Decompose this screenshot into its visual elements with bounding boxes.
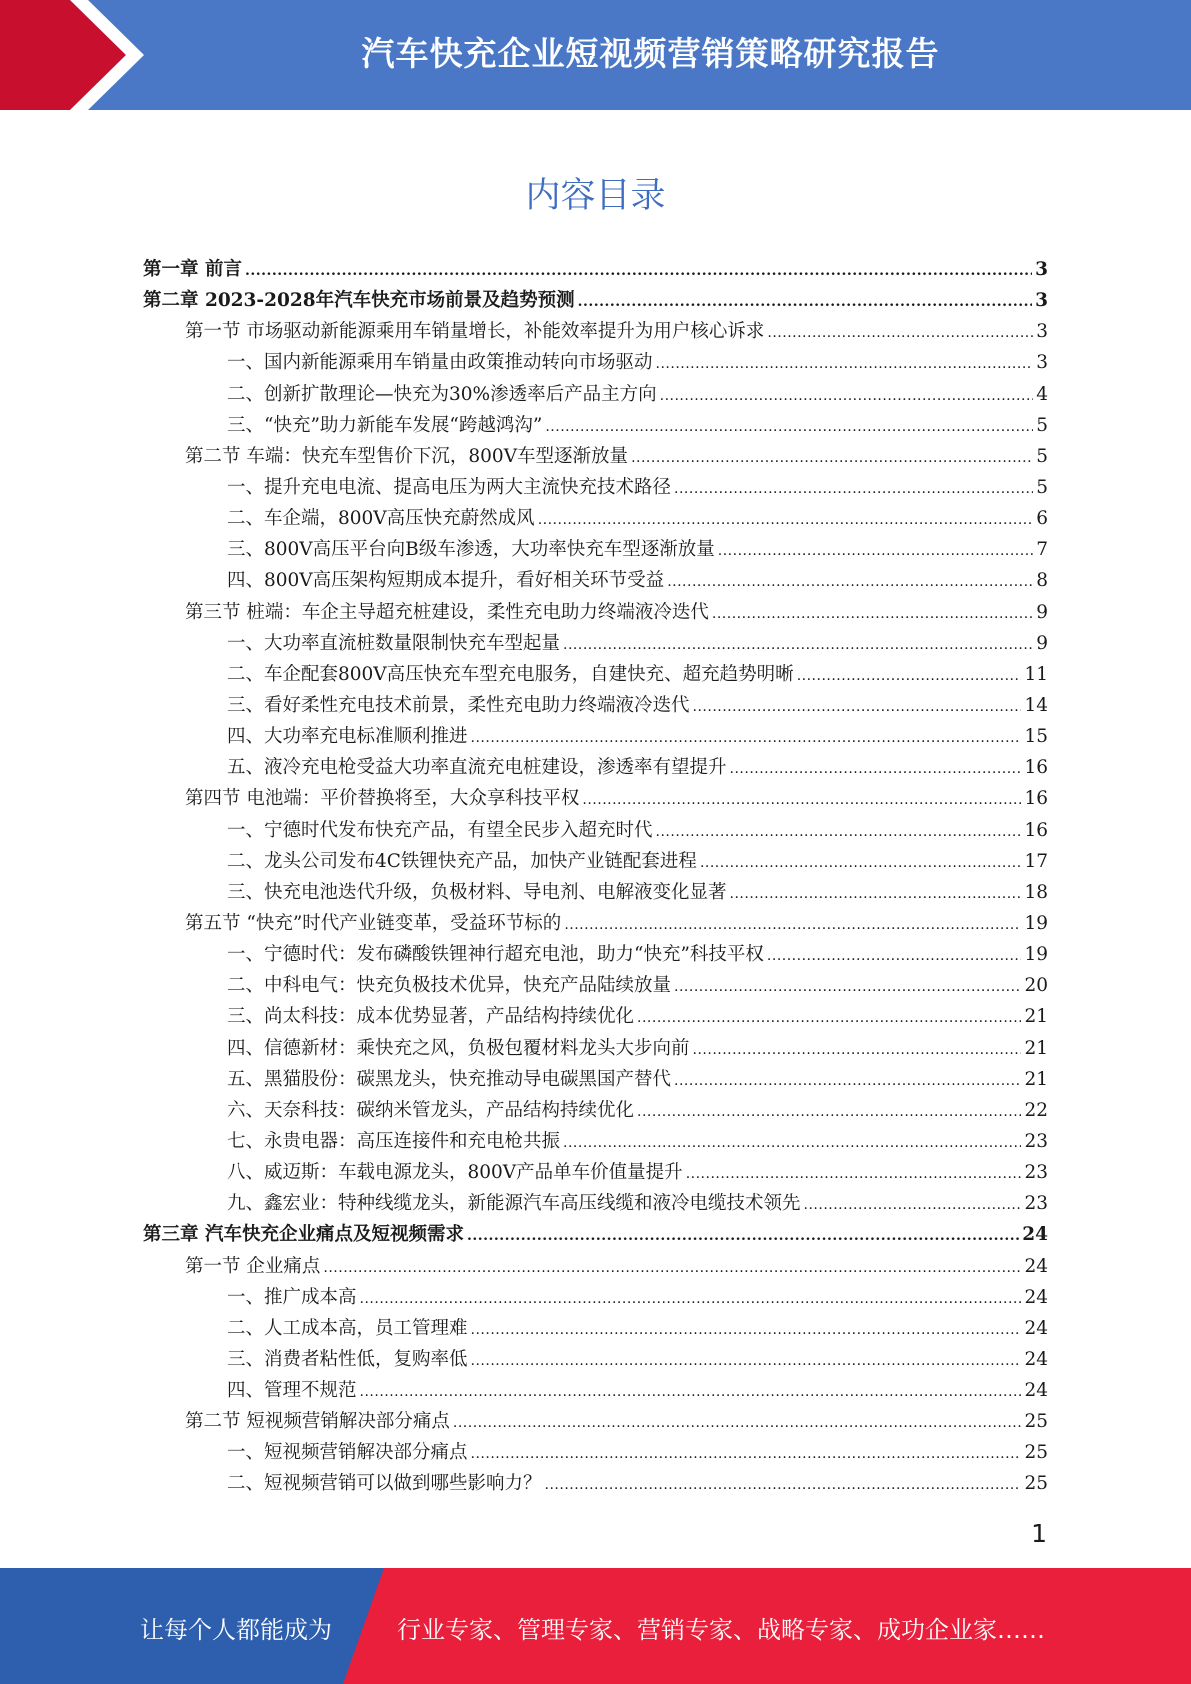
toc-leader-dots [730, 754, 1022, 785]
toc-leader-dots [631, 443, 1033, 474]
toc-leader-dots [471, 723, 1022, 754]
toc-entry-title: 第四节 电池端：平价替换将至，大众享科技平权 [185, 788, 580, 810]
toc-entry[interactable] [143, 1126, 1048, 1157]
report-title: 汽车快充企业短视频营销策略研究报告 [361, 34, 940, 73]
toc-leader-dots [656, 817, 1022, 848]
toc-entry-page: 18 [1024, 881, 1048, 903]
toc-entry[interactable] [143, 1375, 1048, 1406]
toc-entry-page: 16 [1024, 757, 1048, 779]
page-number: 1 [1031, 1519, 1047, 1548]
toc-leader-dots [471, 1346, 1022, 1377]
toc-entry[interactable] [143, 1406, 1048, 1437]
toc-entry-title: 一、国内新能源乘用车销量由政策推动转向市场驱动 [227, 352, 653, 374]
toc-entry-page: 7 [1036, 539, 1048, 561]
footer-slogan-right: 行业专家、管理专家、营销专家、战略专家、成功企业家…… [397, 1616, 1045, 1644]
toc-leader-dots [538, 505, 1034, 536]
toc-entry-page: 3 [1036, 352, 1048, 374]
header-arrow-icon [0, 0, 150, 110]
toc-entry-page: 19 [1024, 944, 1048, 966]
toc-leader-dots [730, 879, 1022, 910]
toc-entry-title: 第三节 桩端：车企主导超充桩建设，柔性充电助力终端液冷迭代 [185, 601, 709, 623]
toc-entry-page: 16 [1024, 788, 1048, 810]
toc-entry[interactable] [143, 565, 1048, 596]
toc-leader-dots [767, 318, 1033, 349]
toc-entry-title: 三、“快充”助力新能车发展“跨越鸿沟” [227, 414, 543, 436]
toc-leader-dots [471, 1315, 1022, 1346]
toc-entry[interactable] [143, 846, 1048, 877]
toc-entry[interactable] [143, 285, 1048, 316]
toc-entry-page: 11 [1024, 663, 1048, 685]
toc-entry-page: 5 [1036, 476, 1048, 498]
toc-entry-title: 二、人工成本高，员工管理难 [227, 1317, 468, 1339]
toc-leader-dots [656, 349, 1034, 380]
toc-entry-page: 5 [1036, 414, 1048, 436]
toc-entry[interactable] [143, 316, 1048, 347]
toc-entry[interactable] [143, 1001, 1048, 1032]
toc-entry-title: 第一节 企业痛点 [185, 1255, 321, 1277]
toc-leader-dots [674, 474, 1033, 505]
toc-entry-title: 第五节 “快充”时代产业链变革，受益环节标的 [185, 912, 562, 934]
toc-entry-title: 三、看好柔性充电技术前景，柔性充电助力终端液冷迭代 [227, 694, 690, 716]
toc-entry[interactable] [143, 597, 1048, 628]
toc-entry[interactable] [143, 783, 1048, 814]
toc-entry-page: 22 [1024, 1099, 1048, 1121]
toc-entry[interactable] [143, 254, 1048, 285]
toc-entry[interactable] [143, 1437, 1048, 1468]
toc-entry-title: 四、管理不规范 [227, 1380, 357, 1402]
toc-entry-title: 二、创新扩散理论—快充为30%渗透率后产品主方向 [227, 383, 657, 405]
toc-entry-page: 24 [1022, 1224, 1048, 1246]
toc-leader-dots [712, 599, 1033, 630]
toc-entry-title: 五、液冷充电枪受益大功率直流充电桩建设，渗透率有望提升 [227, 757, 727, 779]
toc-leader-dots [563, 630, 1033, 661]
toc-entry-title: 二、车企端，800V高压快充蔚然成风 [227, 508, 535, 530]
toc-entry-page: 3 [1036, 321, 1048, 343]
toc-entry-page: 6 [1036, 508, 1048, 530]
toc-leader-dots [718, 536, 1033, 567]
toc-leader-dots [637, 1097, 1021, 1128]
toc-entry-page: 3 [1035, 290, 1048, 312]
toc-entry-title: 二、短视频营销可以做到哪些影响力？ [227, 1473, 542, 1495]
toc-entry-page: 25 [1024, 1442, 1048, 1464]
toc-entry[interactable] [143, 908, 1048, 939]
toc-entry-title: 一、推广成本高 [227, 1286, 357, 1308]
toc-entry-title: 三、800V高压平台向B级车渗透，大功率快充车型逐渐放量 [227, 539, 715, 561]
toc-entry-page: 17 [1024, 850, 1048, 872]
toc-entry[interactable] [143, 1313, 1048, 1344]
toc-entry-page: 24 [1024, 1380, 1048, 1402]
toc-entry-page: 25 [1024, 1473, 1048, 1495]
toc-entry-title: 第二节 车端：快充车型售价下沉，800V车型逐渐放量 [185, 445, 629, 467]
toc-entry-title: 六、天奈科技：碳纳米管龙头，产品结构持续优化 [227, 1099, 635, 1121]
toc-entry[interactable] [143, 1219, 1048, 1250]
toc-leader-dots [686, 1159, 1022, 1190]
toc-leader-dots [467, 1221, 1019, 1252]
toc-leader-dots [360, 1284, 1022, 1315]
toc-leader-dots [674, 1066, 1021, 1097]
toc-title: 内容目录 [525, 176, 666, 216]
toc-entry[interactable] [143, 628, 1048, 659]
toc-entry-title: 四、大功率充电标准顺利推进 [227, 726, 468, 748]
toc-entry[interactable] [143, 347, 1048, 378]
toc-entry-page: 14 [1024, 694, 1048, 716]
toc-entry-page: 9 [1036, 601, 1048, 623]
toc-leader-dots [564, 910, 1021, 941]
toc-entry-page: 8 [1036, 570, 1048, 592]
toc-entry-page: 25 [1024, 1411, 1048, 1433]
toc-leader-dots [545, 1470, 1022, 1501]
toc-leader-dots [700, 848, 1022, 879]
toc-leader-dots [693, 1035, 1022, 1066]
toc-entry[interactable] [143, 877, 1048, 908]
toc-entry-title: 第一节 市场驱动新能源乘用车销量增长，补能效率提升为用户核心诉求 [185, 321, 765, 343]
toc-leader-dots [693, 692, 1022, 723]
toc-leader-dots [637, 1003, 1021, 1034]
toc-entry-page: 9 [1036, 632, 1048, 654]
toc-entry[interactable] [143, 1033, 1048, 1064]
toc-leader-dots [578, 287, 1033, 318]
toc-leader-dots [545, 412, 1033, 443]
toc-leader-dots [471, 1439, 1022, 1470]
toc-leader-dots [660, 381, 1034, 412]
toc-entry[interactable] [143, 503, 1048, 534]
toc-entry-title: 一、提升充电电流、提高电压为两大主流快充技术路径 [227, 476, 672, 498]
toc-leader-dots [453, 1408, 1022, 1439]
toc-leader-dots [360, 1377, 1022, 1408]
toc-entry[interactable] [143, 410, 1048, 441]
toc-entry[interactable] [143, 1344, 1048, 1375]
toc-entry-title: 八、威迈斯：车载电源龙头，800V产品单车价值量提升 [227, 1162, 683, 1184]
toc-entry-page: 4 [1036, 383, 1048, 405]
toc-entry[interactable] [143, 534, 1048, 565]
toc-entry-page: 23 [1024, 1193, 1048, 1215]
toc-leader-dots [582, 785, 1021, 816]
toc-entry-title: 三、消费者粘性低，复购率低 [227, 1348, 468, 1370]
toc-entry-title: 一、宁德时代发布快充产品，有望全民步入超充时代 [227, 819, 653, 841]
toc-entry-page: 20 [1024, 975, 1048, 997]
toc-entry-page: 24 [1024, 1255, 1048, 1277]
toc-entry[interactable] [143, 939, 1048, 970]
toc-entry-title: 第二章 2023-2028年汽车快充市场前景及趋势预测 [143, 290, 575, 312]
toc-entry-page: 23 [1024, 1162, 1048, 1184]
toc-entry[interactable] [143, 1064, 1048, 1095]
toc-entry-page: 19 [1024, 912, 1048, 934]
toc-entry[interactable] [143, 441, 1048, 472]
toc-entry[interactable] [143, 1188, 1048, 1219]
toc-entry-page: 5 [1036, 445, 1048, 467]
toc-entry-title: 二、车企配套800V高压快充车型充电服务，自建快充、超充趋势明晰 [227, 663, 794, 685]
toc-entry-title: 一、短视频营销解决部分痛点 [227, 1442, 468, 1464]
toc-entry-title: 一、宁德时代：发布磷酸铁锂神行超充电池，助力“快充”科技平权 [227, 944, 764, 966]
toc-entry-title: 三、尚太科技：成本优势显著，产品结构持续优化 [227, 1006, 635, 1028]
toc-entry[interactable] [143, 379, 1048, 410]
toc-entry-page: 21 [1024, 1037, 1048, 1059]
toc-leader-dots [667, 567, 1033, 598]
toc-entry-page: 21 [1024, 1068, 1048, 1090]
toc-entry-title: 七、永贵电器：高压连接件和充电枪共振 [227, 1130, 561, 1152]
toc-leader-dots [563, 1128, 1021, 1159]
toc-leader-dots [797, 661, 1022, 692]
toc-entry-title: 二、中科电气：快充负极技术优异，快充产品陆续放量 [227, 975, 672, 997]
toc-entry[interactable] [143, 1282, 1048, 1313]
toc-entry-page: 24 [1024, 1286, 1048, 1308]
toc-entry[interactable] [143, 472, 1048, 503]
toc-entry-title: 三、快充电池迭代升级，负极材料、导电剂、电解液变化显著 [227, 881, 727, 903]
toc-entry-title: 第一章 前言 [143, 259, 242, 280]
toc-entry-title: 四、信德新材：乘快充之风，负极包覆材料龙头大步向前 [227, 1037, 690, 1059]
toc-entry-page: 16 [1024, 819, 1048, 841]
toc-entry[interactable] [143, 815, 1048, 846]
toc-leader-dots [804, 1190, 1022, 1221]
toc-entry-title: 第三章 汽车快充企业痛点及短视频需求 [143, 1224, 464, 1246]
toc-entry[interactable] [143, 721, 1048, 752]
toc-entry[interactable] [143, 659, 1048, 690]
toc-entry[interactable] [143, 970, 1048, 1001]
toc-entry-page: 23 [1024, 1130, 1048, 1152]
toc-leader-dots [674, 972, 1021, 1003]
toc-entry-title: 一、大功率直流桩数量限制快充车型起量 [227, 632, 561, 654]
header-banner [0, 0, 1191, 110]
toc-entry-page: 24 [1024, 1348, 1048, 1370]
toc-entry-title: 第二节 短视频营销解决部分痛点 [185, 1411, 450, 1433]
toc-leader-dots [323, 1253, 1021, 1284]
toc-entry-page: 21 [1024, 1006, 1048, 1028]
toc-leader-dots [245, 256, 1032, 287]
toc-entry-title: 二、龙头公司发布4C铁锂快充产品，加快产业链配套进程 [227, 850, 697, 872]
toc-entry-title: 五、黑猫股份：碳黑龙头，快充推动导电碳黑国产替代 [227, 1068, 672, 1090]
footer-slogan-left: 让每个人都能成为 [140, 1616, 332, 1644]
toc-entry[interactable] [143, 1157, 1048, 1188]
toc-entry-page: 3 [1035, 259, 1048, 280]
toc-entry-page: 24 [1024, 1317, 1048, 1339]
toc-entry[interactable] [143, 690, 1048, 721]
toc-leader-dots [767, 941, 1022, 972]
toc-entry-title: 四、800V高压架构短期成本提升，看好相关环节受益 [227, 570, 665, 592]
table-of-contents [143, 254, 1048, 1500]
toc-entry[interactable] [143, 1095, 1048, 1126]
toc-entry-page: 15 [1024, 726, 1048, 748]
toc-entry[interactable] [143, 1251, 1048, 1282]
toc-entry[interactable] [143, 1468, 1048, 1499]
toc-entry-title: 九、鑫宏业：特种线缆龙头，新能源汽车高压线缆和液冷电缆技术领先 [227, 1193, 801, 1215]
footer-banner [0, 1568, 1191, 1684]
toc-entry[interactable] [143, 752, 1048, 783]
